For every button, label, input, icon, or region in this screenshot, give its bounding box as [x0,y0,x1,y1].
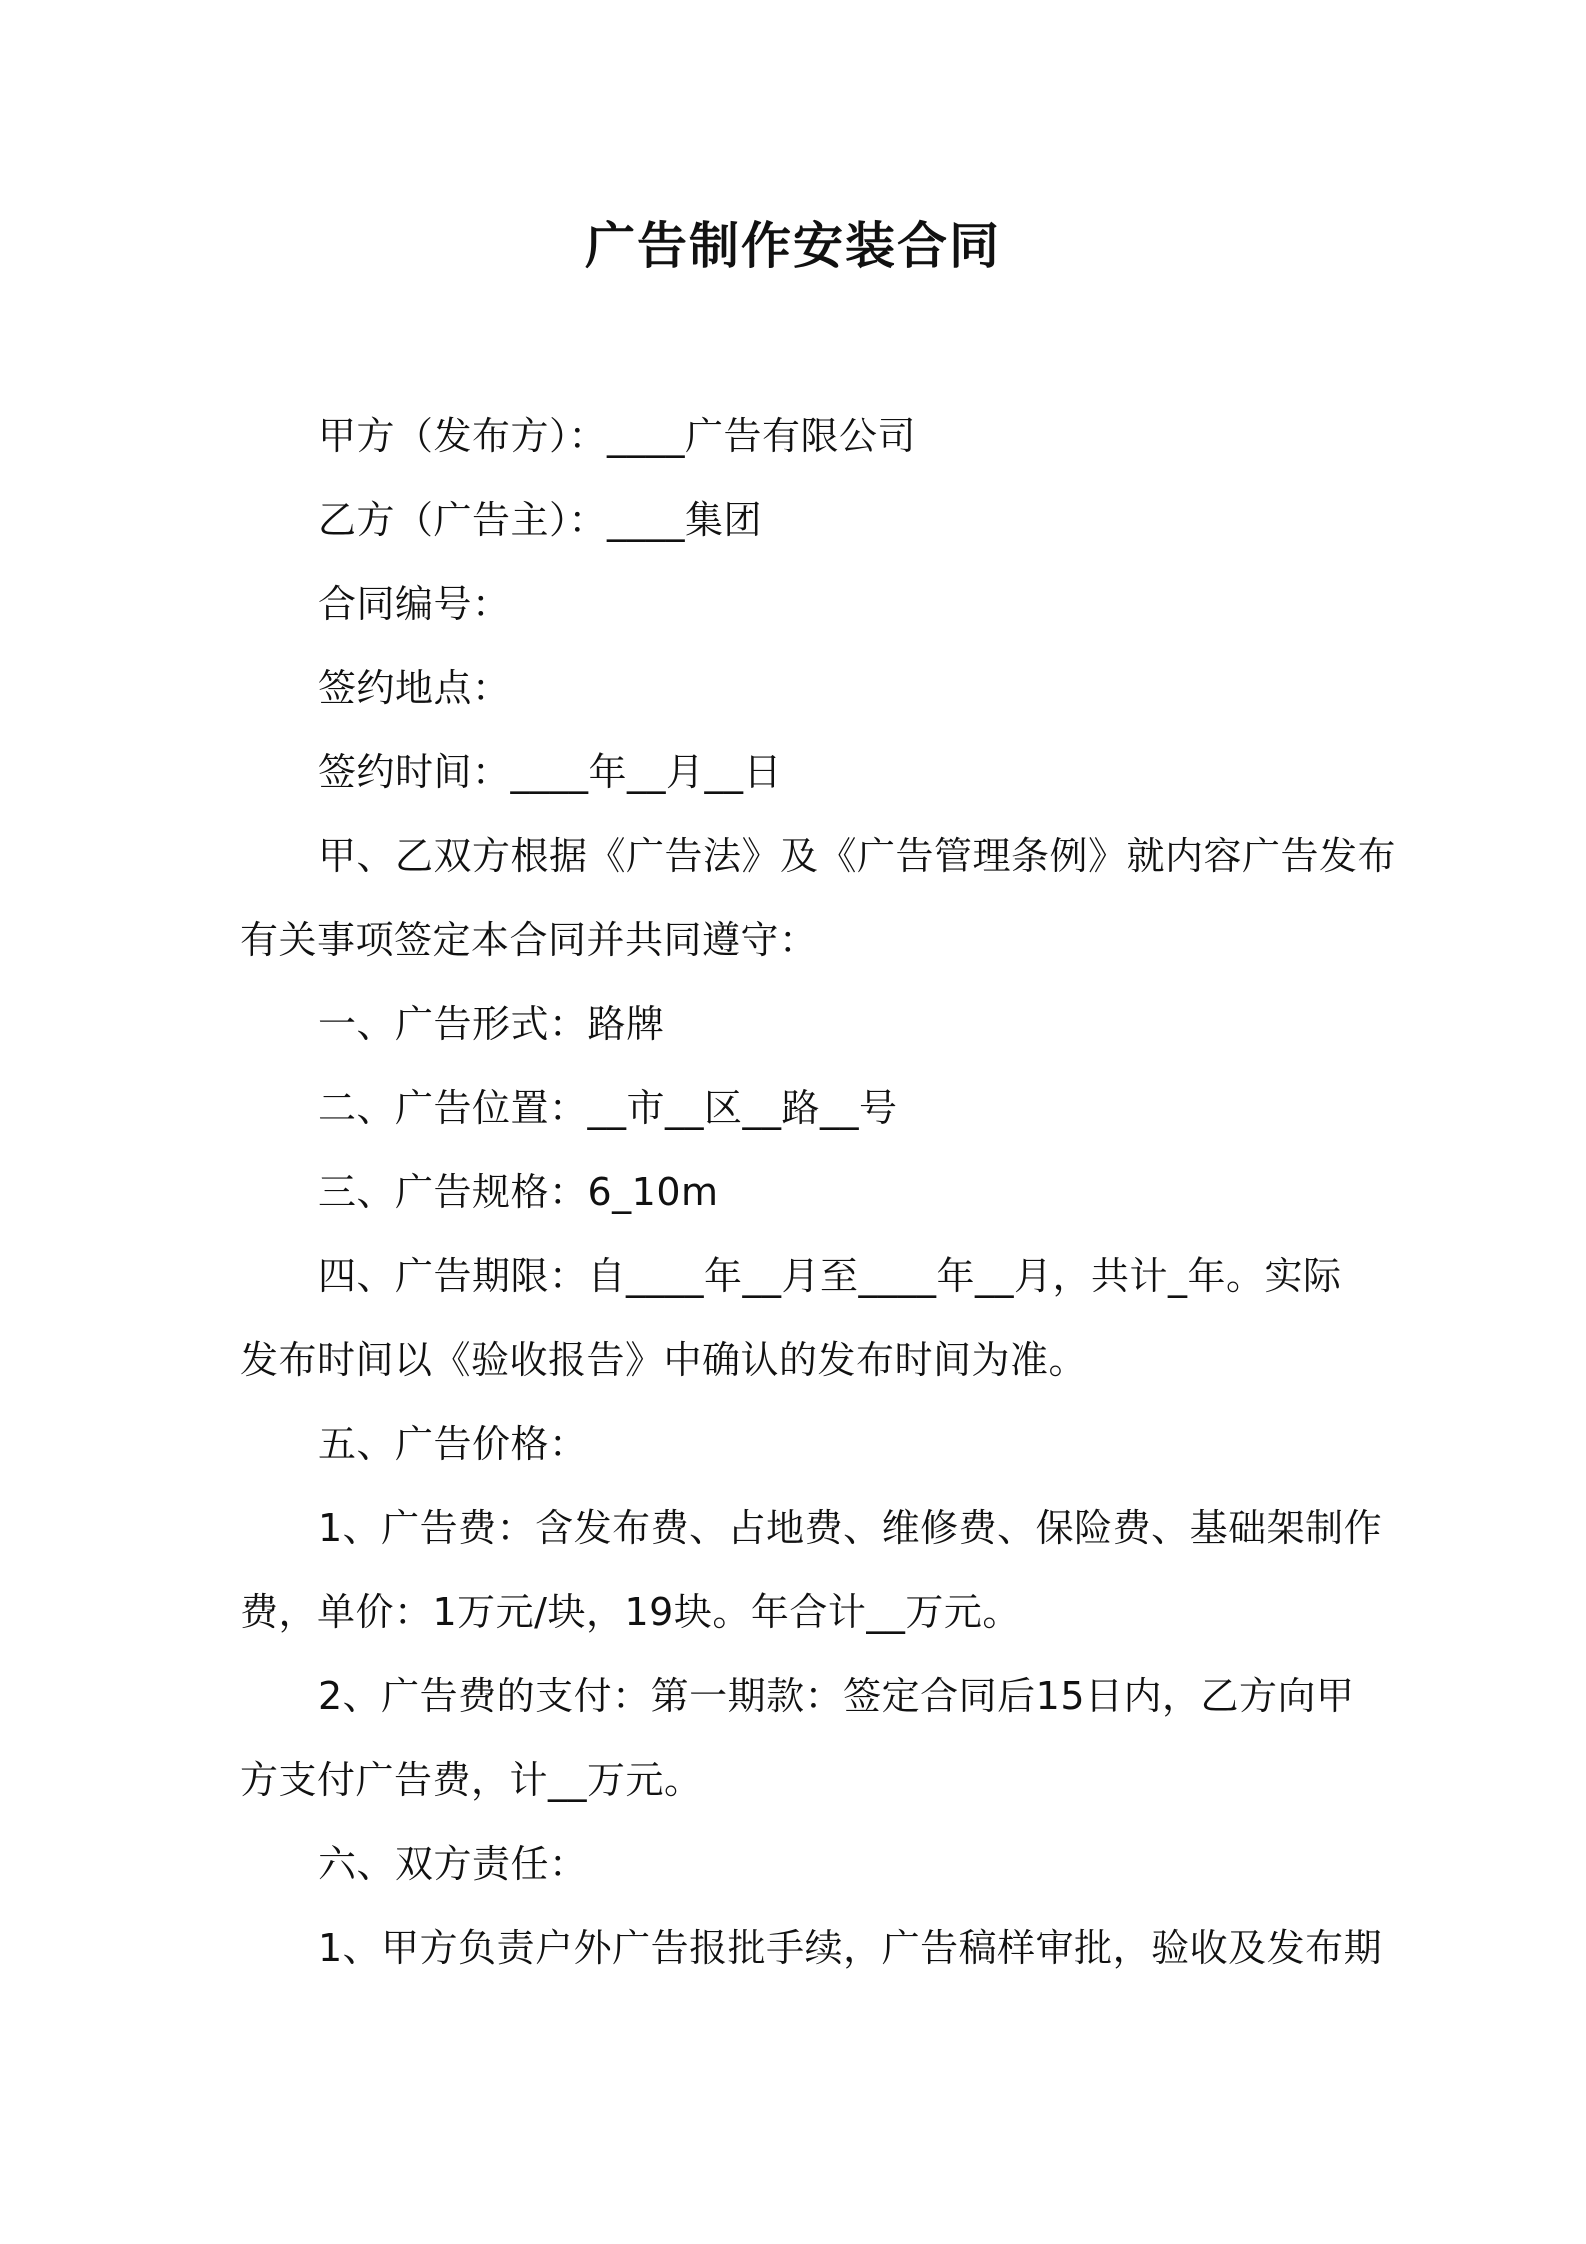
clause-5-1-line-2: 费，单价：1万元/块，19块。年合计__万元。 [240,1590,1021,1634]
preamble-line-1: 甲、乙双方根据《广告法》及《广告管理条例》就内容广告发布 [318,834,1397,878]
preamble-line-2: 有关事项签定本合同并共同遵守： [240,918,818,962]
signing-date-line: 签约时间：____年__月__日 [318,750,783,794]
clause-3-size: 三、广告规格：6_10m [318,1170,719,1214]
contract-number-line: 合同编号： [318,582,511,626]
clause-4-term-line-1: 四、广告期限：自____年__月至____年__月，共计_年。实际 [318,1254,1342,1298]
clause-5-2-line-2: 方支付广告费，计__万元。 [240,1758,703,1802]
clause-5-price-heading: 五、广告价格： [318,1422,588,1466]
clause-5-1-line-1: 1、广告费：含发布费、占地费、维修费、保险费、基础架制作 [318,1506,1383,1550]
party-a-line: 甲方（发布方）：____广告有限公司 [318,414,917,458]
clause-6-duties-heading: 六、双方责任： [318,1842,588,1886]
clause-1-form: 一、广告形式：路牌 [318,1002,665,1046]
clause-6-1-line-1: 1、甲方负责户外广告报批手续，广告稿样审批，验收及发布期 [318,1926,1383,1970]
party-b-line: 乙方（广告主）：____集团 [318,498,763,542]
document-title: 广告制作安装合同 [585,217,1001,275]
clause-5-2-line-1: 2、广告费的支付：第一期款：签定合同后15日内，乙方向甲 [318,1674,1355,1718]
signing-place-line: 签约地点： [318,666,511,710]
clause-4-term-line-2: 发布时间以《验收报告》中确认的发布时间为准。 [240,1338,1088,1382]
clause-2-location: 二、广告位置：__市__区__路__号 [318,1086,898,1130]
